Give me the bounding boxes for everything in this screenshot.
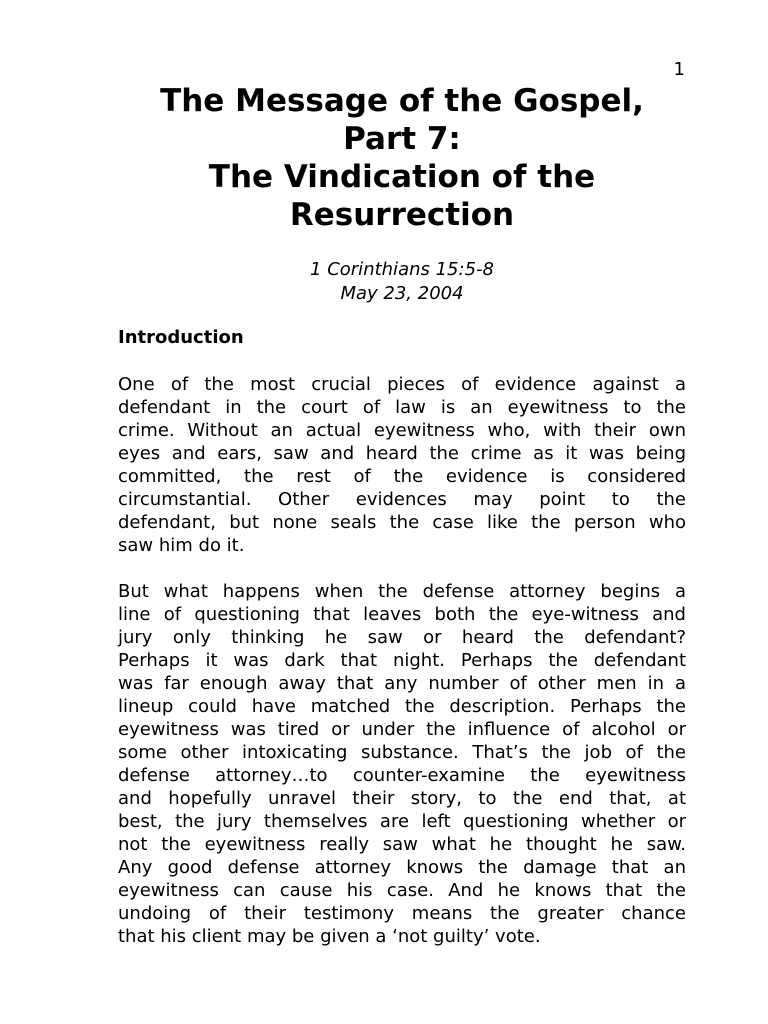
paragraph-line: eyes and ears, saw and heard the crime as it was being [118, 443, 686, 464]
title-line: Resurrection [289, 197, 515, 233]
paragraph-line: that his client may be given a ‘not guilty’ vote. [118, 926, 541, 947]
paragraph-line: One of the most crucial pieces of evidence against a [118, 374, 686, 395]
title-line: Part 7: [343, 121, 461, 157]
paragraph-line: circumstantial. Other evidences may point to the [118, 489, 686, 510]
paragraph-2 [118, 580, 686, 948]
scripture-and-date [118, 258, 686, 306]
paragraph-line: Any good defense attorney knows the damage that an [118, 857, 686, 878]
paragraph-line: Perhaps it was dark that night. Perhaps the defendant [118, 650, 686, 671]
sermon-date: May 23, 2004 [340, 283, 464, 304]
paragraph-line: jury only thinking he saw or heard the defendant? [118, 627, 686, 648]
scripture-reference: 1 Corinthians 15:5-8 [310, 259, 494, 280]
section-heading: Introduction [118, 327, 244, 348]
paragraph-1 [118, 373, 686, 557]
paragraph-line: committed, the rest of the evidence is considered [118, 466, 686, 487]
paragraph-line: not the eyewitness really saw what he thought he saw. [118, 834, 686, 855]
paragraph-line: lineup could have matched the description. Perhaps the [118, 696, 686, 717]
paragraph-line: undoing of their testimony means the greater chance [118, 903, 686, 924]
paragraph-line: some other intoxicating substance. That’s the job of the [118, 742, 686, 763]
paragraph-line: But what happens when the defense attorney begins a [118, 581, 686, 602]
paragraph-line: saw him do it. [118, 535, 245, 556]
paragraph-line: line of questioning that leaves both the eye-witness and [118, 604, 686, 625]
document-title [118, 82, 686, 234]
paragraph-line: best, the jury themselves are left questioning whether or [118, 811, 686, 832]
paragraph-line: defense attorney…to counter-examine the eyewitness [118, 765, 686, 786]
paragraph-line: defendant, but none seals the case like the person who [118, 512, 686, 533]
paragraph-line: crime. Without an actual eyewitness who, with their own [118, 420, 686, 441]
title-line: The Message of the Gospel, [160, 83, 644, 119]
paragraph-line: eyewitness can cause his case. And he knows that the [118, 880, 686, 901]
title-line: The Vindication of the [208, 159, 596, 195]
paragraph-line: and hopefully unravel their story, to the end that, at [118, 788, 686, 809]
paragraph-line: was far enough away that any number of other men in a [118, 673, 686, 694]
paragraph-line: eyewitness was tired or under the influence of alcohol or [118, 719, 686, 740]
page-number: 1 [673, 59, 685, 80]
paragraph-line: defendant in the court of law is an eyewitness to the [118, 397, 686, 418]
